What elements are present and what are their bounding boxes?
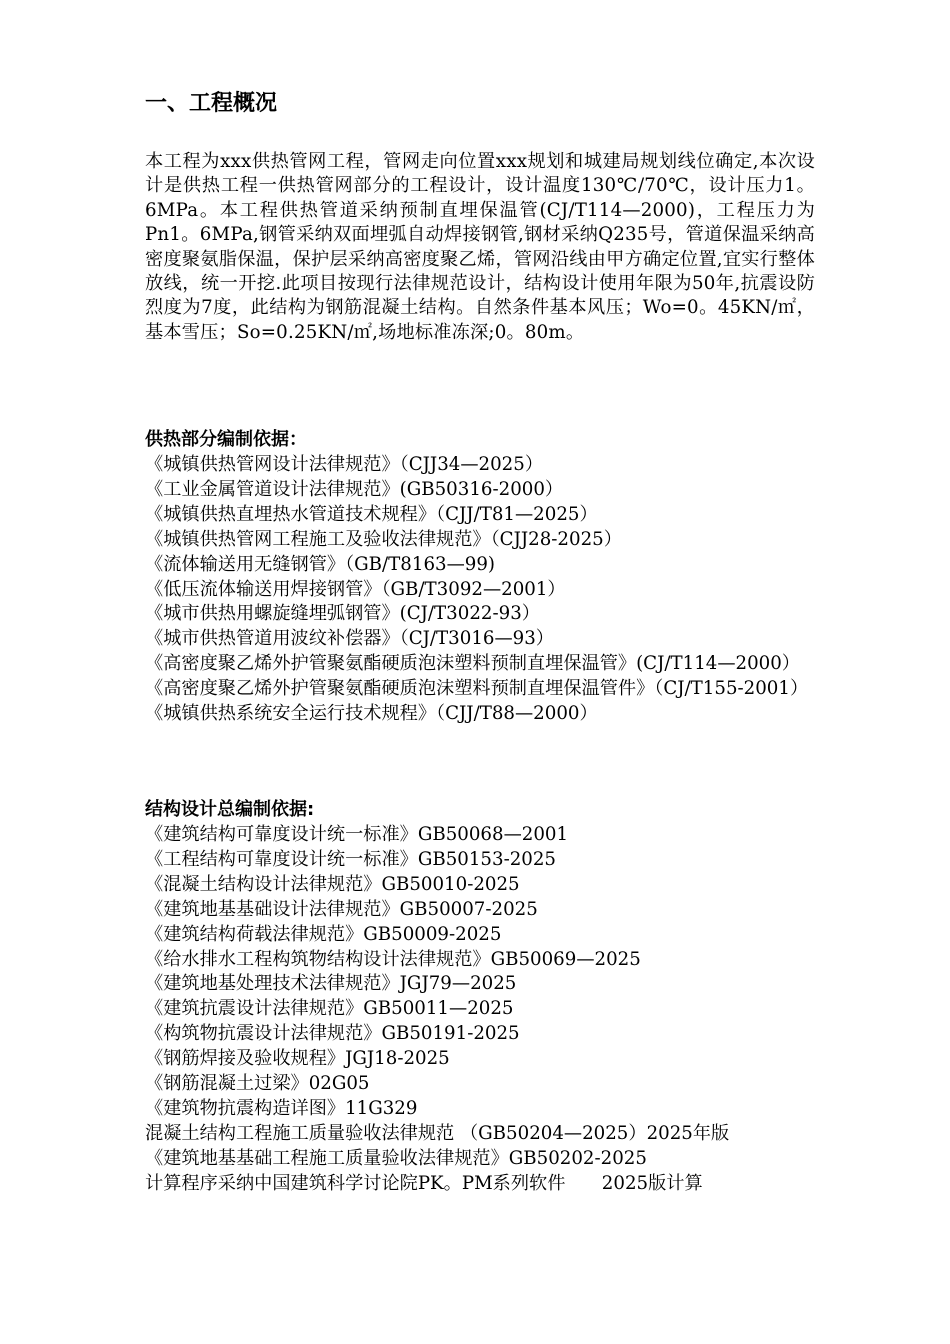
list-item: 《城镇供热系统安全运行技术规程》（CJJ/T88—2000） [145,703,598,725]
structure-basis-heading: 结构设计总编制依据: [145,799,315,820]
list-item: 《建筑结构荷载法律规范》GB50009-2025 [145,923,502,945]
list-item: 《构筑物抗震设计法律规范》GB50191-2025 [145,1023,520,1045]
list-item: 《建筑地基基础设计法律规范》GB50007-2025 [145,898,538,920]
list-item: 《建筑地基处理技术法律规范》JGJ79—2025 [145,973,517,995]
project-overview-paragraph: 本工程为xxx供热管网工程，管网走向位置xxx规划和城建局规划线位确定,本次设计是供热工程一供热管网部分的工程设计，设计温度130℃/70℃，设计压力1。6MPa。本工程供热管道采纳预制直埋保温管(CJ/T114—2000)，工程压力为Pn1。6MPa,钢管采纳双面埋弧自动焊接钢管,钢材采纳Q235号，管道保温采纳高密度聚氨脂保温，保护层采纳高密度聚乙烯，管网沿线由甲方确定位置,宜实行整体放线，统一开挖.此项目按现行法律规范设计，结构设计使用年限为50年,抗震设防烈度为7度，此结构为钢筋混凝土结构。自然条件基本风压；Wo=0。45KN/㎡，基本雪压；So=0.25KN/㎡,场地标准冻深;0。80m。 [145,151,815,343]
heating-basis-list [145,453,815,727]
list-item: 《钢筋混凝土过梁》02G05 [145,1073,370,1095]
list-item: 《城镇供热管网工程施工及验收法律规范》（CJJ28-2025） [145,528,622,550]
list-item: 混凝土结构工程施工质量验收法律规范 （GB50204—2025）2025年版 [145,1122,730,1144]
list-item: 《城市供热管道用波纹补偿器》（CJ/T3016—93） [145,628,554,650]
section-title: 一、工程概况 [145,91,278,116]
list-item: 计算程序采纳中国建筑科学讨论院PK。PM系列软件 2025版计算 [145,1172,703,1194]
list-item: 《高密度聚乙烯外护管聚氨酯硬质泡沫塑料预制直埋保温管》(CJ/T114—2000） [145,653,800,675]
list-item: 《城市供热用螺旋缝埋弧钢管》(CJ/T3022-93） [145,603,540,625]
list-item: 《城镇供热管网设计法律规范》（CJJ34—2025） [145,454,544,475]
list-item: 《低压流体输送用焊接钢管》（GB/T3092—2001） [145,578,566,600]
list-item: 《工程结构可靠度设计统一标准》GB50153-2025 [145,848,556,870]
list-item: 《工业金属管道设计法律规范》(GB50316-2000） [145,478,564,500]
list-item: 《城镇供热直埋热水管道技术规程》（CJJ/T81—2025） [145,503,598,525]
heating-basis-heading: 供热部分编制依据： [145,429,307,450]
list-item: 《钢筋焊接及验收规程》JGJ18-2025 [145,1048,450,1070]
list-item: 《建筑地基基础工程施工质量验收法律规范》GB50202-2025 [145,1147,647,1169]
list-item: 《混凝土结构设计法律规范》GB50010-2025 [145,873,520,895]
list-item: 《给水排水工程构筑物结构设计法律规范》GB50069—2025 [145,948,641,970]
list-item: 《流体输送用无缝钢管》（GB/T8163—99) [145,553,496,575]
structure-basis-list [145,823,815,1197]
list-item: 《高密度聚乙烯外护管聚氨酯硬质泡沫塑料预制直埋保温管件》（CJ/T155-2001） [145,678,809,700]
list-item: 《建筑抗震设计法律规范》GB50011—2025 [145,998,514,1020]
list-item: 《建筑结构可靠度设计统一标准》GB50068—2001 [145,824,569,845]
list-item: 《建筑物抗震构造详图》11G329 [145,1097,418,1119]
